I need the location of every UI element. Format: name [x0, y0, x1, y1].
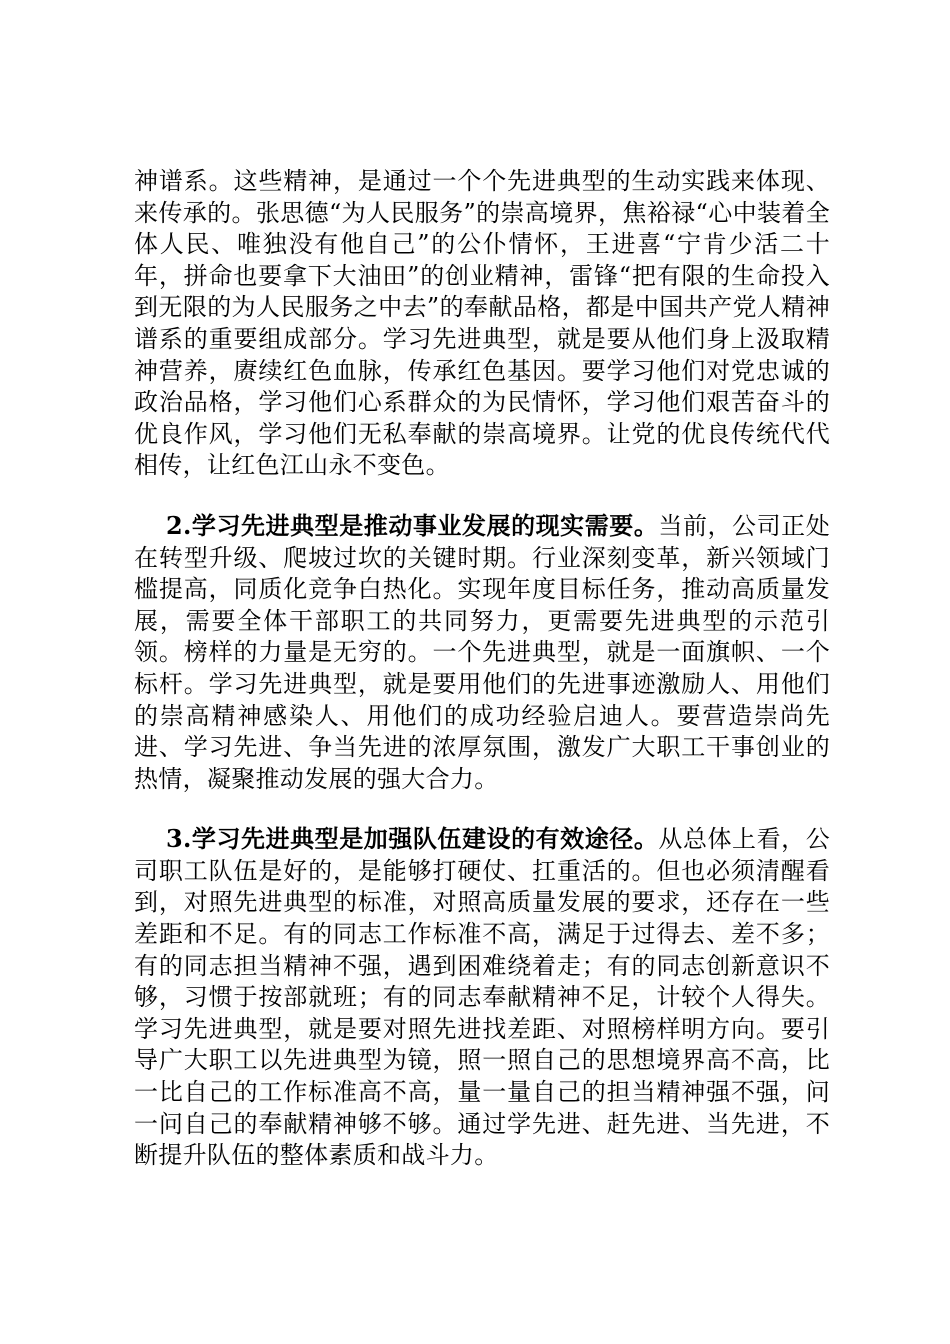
paragraph-section-3 [134, 823, 830, 1172]
paragraph-text: 神谱系。这些精神，是通过一个个先进典型的生动实践来体现、来传承的。张思德“为人民服务”的崇高境界，焦裕禄“心中装着全体人民、唯独没有他自己”的公仆情怀，王进喜“宁肯少活二十年，拼命也要拿下大油田”的创业精神，雷锋“把有限的生命投入到无限的为人民服务之中去”的奉献品格，都是中国共产党人精神谱系的重要组成部分。学习先进典型，就是要从他们身上汲取精神营养，赓续红色血脉，传承红色基因。要学习他们对党忠诚的政治品格，学习他们心系群众的为民情怀，学习他们艰苦奋斗的优良作风，学习他们无私奉献的崇高境界。让党的优良传统代代相传，让红色江山永不变色。 [134, 167, 830, 480]
document-page [134, 166, 830, 1172]
paragraph-section-2 [134, 510, 830, 795]
paragraph-text: 从总体上看，公司职工队伍是好的，是能够打硬仗、扛重活的。但也必须清醒看到，对照先进典型的标准，对照高质量发展的要求，还存在一些差距和不足。有的同志工作标准不高，满足于过得去、差不多；有的同志担当精神不强，遇到困难绕着走；有的同志创新意识不够，习惯于按部就班；有的同志奉献精神不足，计较个人得失。学习先进典型，就是要对照先进找差距、对照榜样明方向。要引导广大职工以先进典型为镜，照一照自己的思想境界高不高，比一比自己的工作标准高不高，量一量自己的担当精神强不强，问一问自己的奉献精神够不够。通过学先进、赶先进、当先进，不断提升队伍的整体素质和战斗力。 [134, 825, 830, 1170]
paragraph-continuation [134, 166, 830, 482]
paragraph-text: 当前，公司正处在转型升级、爬坡过坎的关键时期。行业深刻变革，新兴领域门槛提高，同质化竞争白热化。实现年度目标任务，推动高质量发展，需要全体干部职工的共同努力，更需要先进典型的示范引领。榜样的力量是无穷的。一个先进典型，就是一面旗帜、一个标杆。学习先进典型，就是要用他们的先进事迹激励人、用他们的崇高精神感染人、用他们的成功经验启迪人。要营造崇尚先进、学习先进、争当先进的浓厚氛围，激发广大职工干事创业的热情，凝聚推动发展的强大合力。 [134, 511, 830, 793]
section-heading: 2.学习先进典型是推动事业发展的现实需要。 [166, 510, 659, 540]
section-heading: 3.学习先进典型是加强队伍建设的有效途径。 [166, 824, 659, 854]
